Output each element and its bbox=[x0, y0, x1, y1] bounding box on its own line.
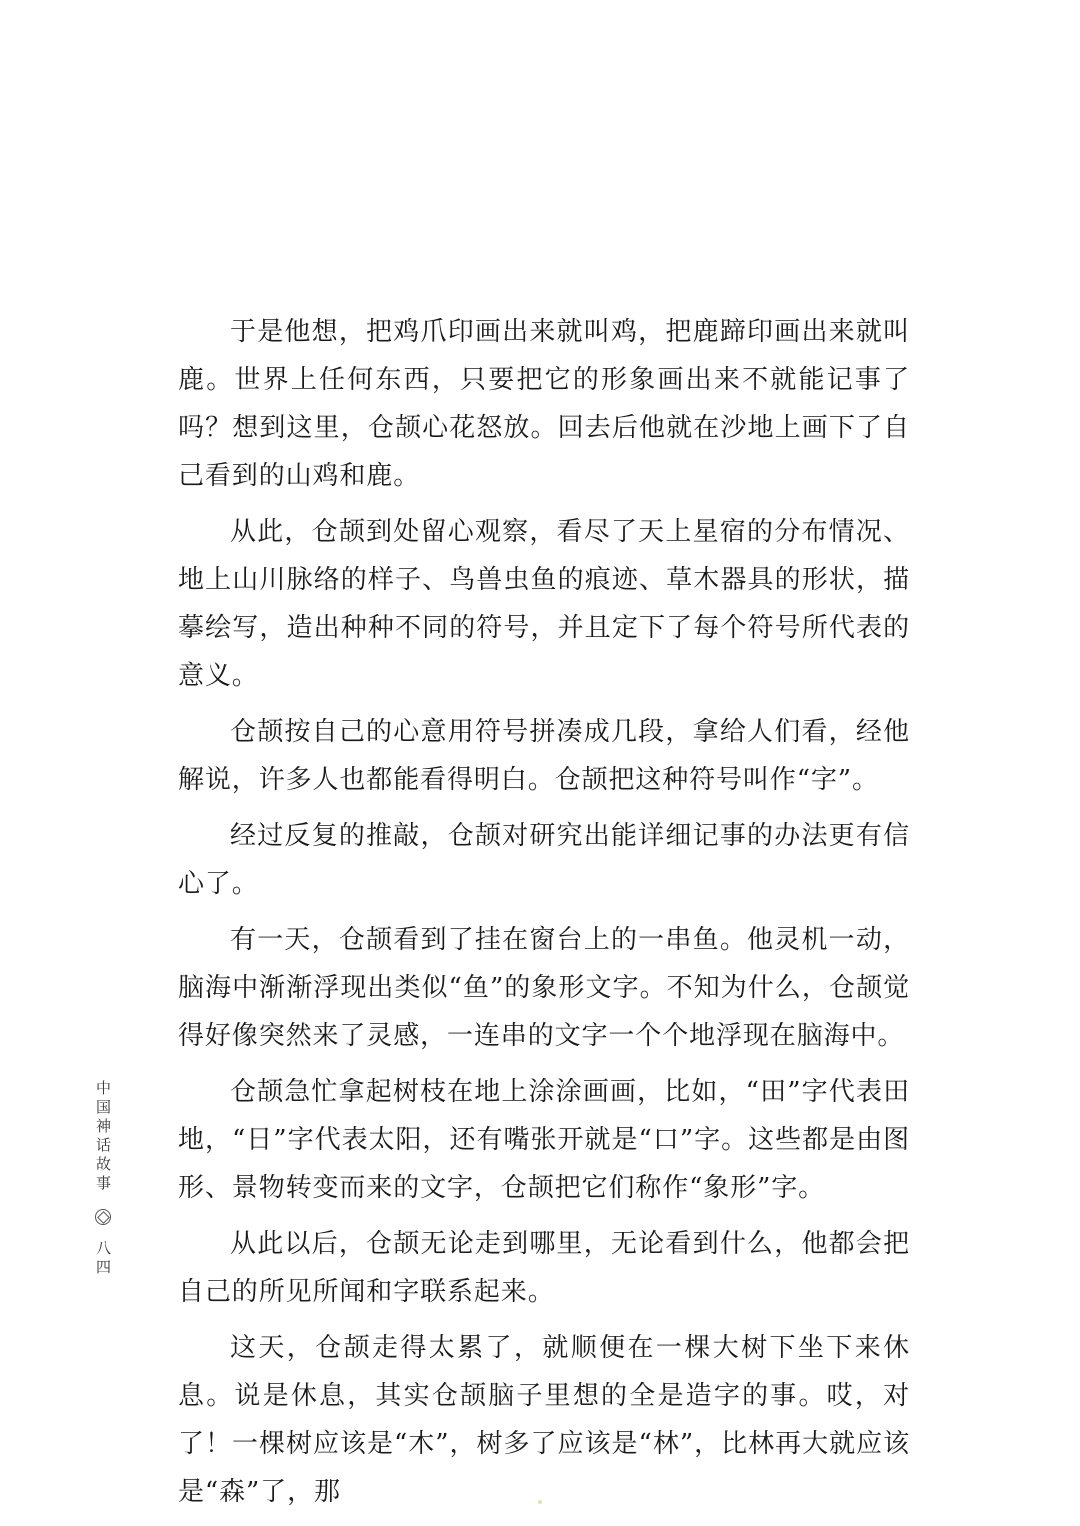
paragraph-8: 这天，仓颉走得太累了，就顺便在一棵大树下坐下来休息。说是休息，其实仓颉脑子里想的全是造字的事。哎，对了！一棵树应该是“木”，树多了应该是“林”，比林再大就应该是“森”了，那 bbox=[178, 1333, 910, 1507]
seal-icon bbox=[95, 1209, 111, 1225]
paragraph-2: 从此，仓颉到处留心观察，看尽了天上星宿的分布情况、地上山川脉络的样子、鸟兽虫鱼的痕迹、草木器具的形状，描摹绘写，造出种种不同的符号，并且定下了每个符号所代表的意义。 bbox=[178, 517, 910, 691]
paragraph-3: 仓颉按自己的心意用符号拼凑成几段，拿给人们看，经他解说，许多人也都能看得明白。仓颉把这种符号叫作“字”。 bbox=[178, 717, 910, 795]
paragraph-7: 从此以后，仓颉无论走到哪里，无论看到什么，他都会把自己的所见所闻和字联系起来。 bbox=[178, 1229, 910, 1307]
paragraph-6: 仓颉急忙拿起树枝在地上涂涂画画，比如，“田”字代表田地，“日”字代表太阳，还有嘴张开就是“口”字。这些都是由图形、景物转变而来的文字，仓颉把它们称作“象形”字。 bbox=[178, 1077, 910, 1203]
paragraph-4: 经过反复的推敲，仓颉对研究出能详细记事的办法更有信心了。 bbox=[178, 821, 910, 899]
body-text bbox=[178, 308, 910, 1524]
paragraph-5: 有一天，仓颉看到了挂在窗台上的一串鱼。他灵机一动，脑海中渐渐浮现出类似“鱼”的象形文字。不知为什么，仓颉觉得好像突然来了灵感，一连串的文字一个个地浮现在脑海中。 bbox=[178, 925, 910, 1051]
book-title: 中国神话故事 bbox=[94, 1080, 112, 1194]
page-number: 八四 bbox=[94, 1239, 112, 1278]
side-caption bbox=[88, 1080, 116, 1278]
scan-mark bbox=[538, 1500, 542, 1504]
paragraph-1: 于是他想，把鸡爪印画出来就叫鸡，把鹿蹄印画出来就叫鹿。世界上任何东西，只要把它的形象画出来不就能记事了吗？想到这里，仓颉心花怒放。回去后他就在沙地上画下了自己看到的山鸡和鹿。 bbox=[178, 317, 910, 491]
